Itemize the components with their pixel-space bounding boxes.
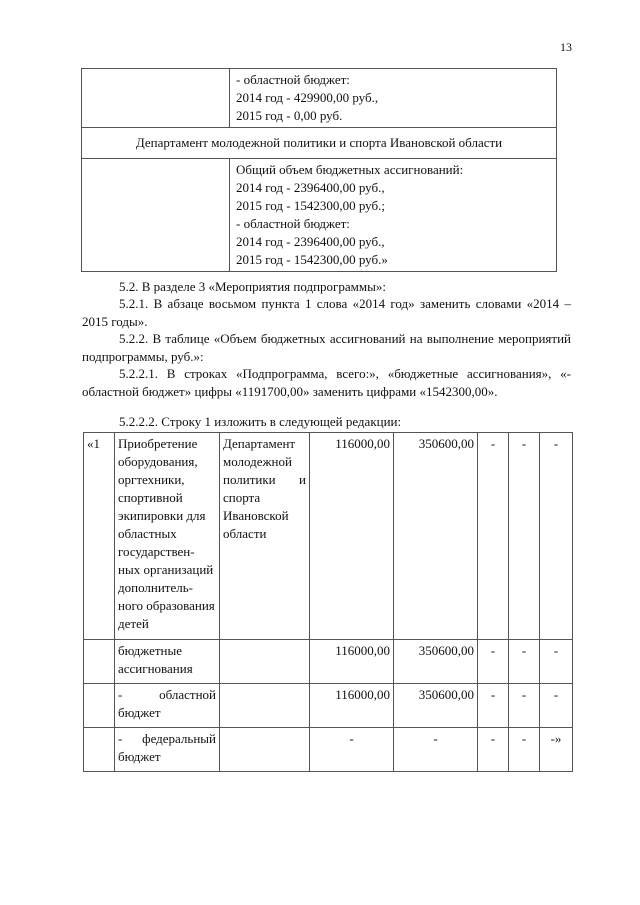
table-cell <box>230 159 557 272</box>
budget-line: - областной бюджет: <box>236 72 350 87</box>
amount-2014: 116000,00 <box>310 640 394 684</box>
paragraph-5-2: 5.2. В разделе 3 «Мероприятия подпрограммы»: <box>119 279 386 294</box>
table-row <box>84 433 573 640</box>
amount-2015: 350600,00 <box>394 684 478 728</box>
table-row <box>84 684 573 728</box>
table-cell <box>82 159 230 272</box>
department-heading: Департамент молодежной политики и спорта Ивановской области <box>82 128 557 159</box>
empty-value: - <box>509 684 540 728</box>
amount-2014: 116000,00 <box>310 684 394 728</box>
empty-value: - <box>540 684 573 728</box>
empty-value: -» <box>540 728 573 772</box>
budget-summary-table <box>81 68 557 272</box>
paragraph-5-2-2-2: 5.2.2.2. Строку 1 изложить в следующей редакции: <box>119 414 402 429</box>
amount-2014: - <box>310 728 394 772</box>
executor: Департамент молодежной политики и спорта Ивановской области <box>220 433 310 640</box>
table-row <box>82 128 557 159</box>
empty-value: - <box>478 640 509 684</box>
budget-line: Общий объем бюджетных ассигнований: <box>236 162 464 177</box>
amount-2015: - <box>394 728 478 772</box>
activities-table <box>83 432 573 772</box>
empty-value: - <box>540 433 573 640</box>
amount-2015: 350600,00 <box>394 640 478 684</box>
row-number <box>84 684 115 728</box>
table-row <box>84 640 573 684</box>
budget-line: 2015 год - 0,00 руб. <box>236 108 343 123</box>
paragraph-5-2-1: 5.2.1. В абзаце восьмом пункта 1 слова «2014 год» заменить словами «2014 – 2015 годы». <box>82 296 571 329</box>
empty-value: - <box>509 433 540 640</box>
row-number: «1 <box>84 433 115 640</box>
row-number <box>84 728 115 772</box>
budget-line: - областной бюджет: <box>236 216 350 231</box>
paragraph-5-2-2-1: 5.2.2.1. В строках «Подпрограмма, всего:», «бюджетные ассигнования», «- областной бюджет» цифры «1191700,00» заменить цифрами «1542300,00». <box>82 366 571 399</box>
activity-name: - федеральный бюджет <box>115 728 220 772</box>
table-cell <box>82 69 230 128</box>
table-row <box>84 728 573 772</box>
executor <box>220 640 310 684</box>
empty-value: - <box>540 640 573 684</box>
activity-name: Приобретение оборудования, оргтехники, спортивной экипировки для областных государствен-ных организаций дополнитель-ного образования детей <box>115 433 220 640</box>
budget-line: 2015 год - 1542300,00 руб.» <box>236 252 388 267</box>
budget-line: 2015 год - 1542300,00 руб.; <box>236 198 385 213</box>
empty-value: - <box>509 640 540 684</box>
empty-value: - <box>509 728 540 772</box>
activity-name: - областной бюджет <box>115 684 220 728</box>
empty-value: - <box>478 433 509 640</box>
table-cell <box>230 69 557 128</box>
table-row <box>82 69 557 128</box>
table-row <box>82 159 557 272</box>
budget-line: 2014 год - 2396400,00 руб., <box>236 234 385 249</box>
empty-value: - <box>478 728 509 772</box>
budget-line: 2014 год - 429900,00 руб., <box>236 90 379 105</box>
activity-name: бюджетные ассигнования <box>115 640 220 684</box>
budget-line: 2014 год - 2396400,00 руб., <box>236 180 385 195</box>
empty-value: - <box>478 684 509 728</box>
amount-2014: 116000,00 <box>310 433 394 640</box>
executor <box>220 684 310 728</box>
page-number: 13 <box>560 40 572 54</box>
row-number <box>84 640 115 684</box>
executor <box>220 728 310 772</box>
amount-2015: 350600,00 <box>394 433 478 640</box>
paragraph-5-2-2: 5.2.2. В таблице «Объем бюджетных ассигнований на выполнение мероприятий подпрограммы, руб.»: <box>82 331 571 364</box>
